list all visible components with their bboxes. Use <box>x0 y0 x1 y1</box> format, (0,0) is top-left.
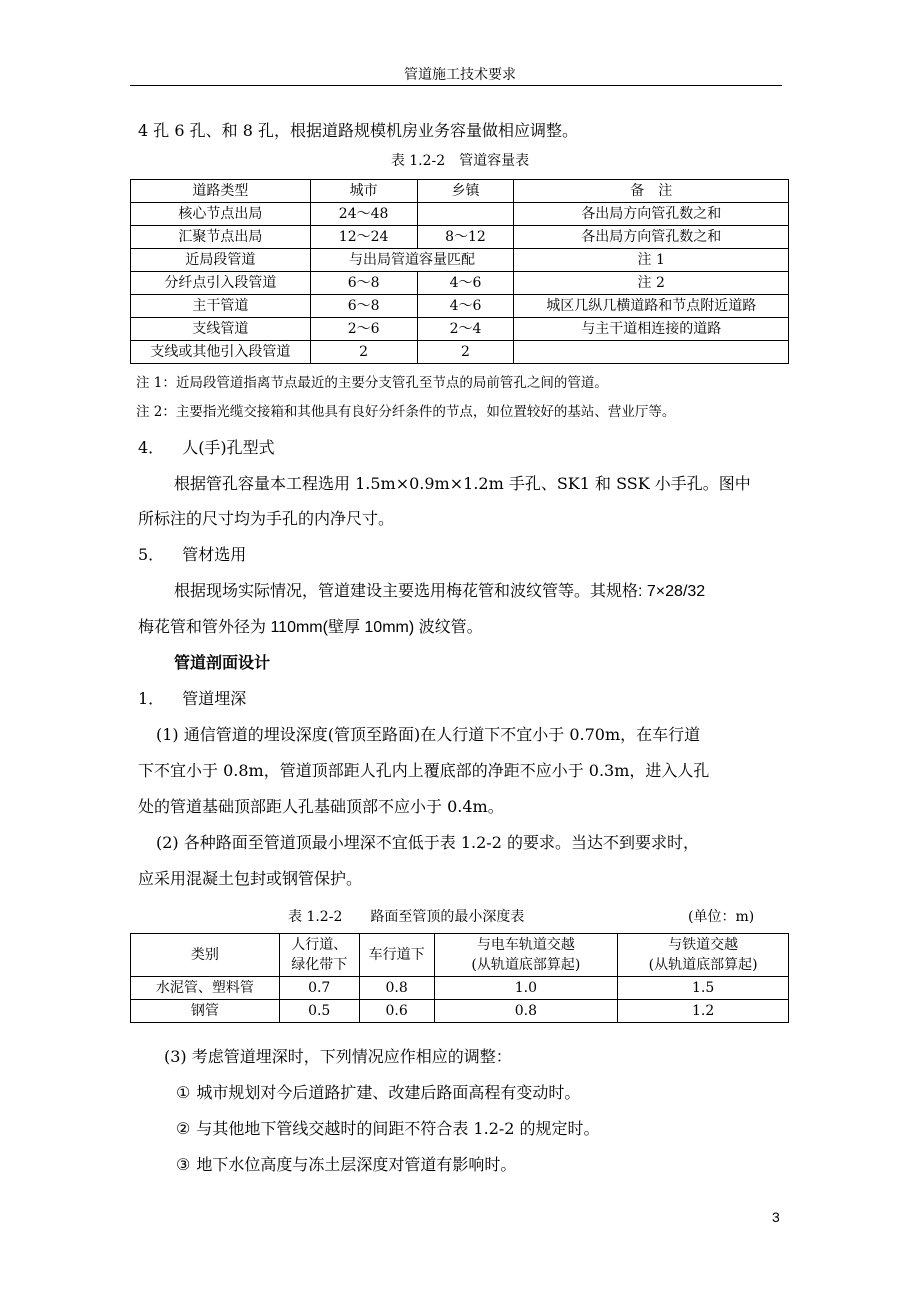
table-header-cell: 类别 <box>131 934 280 977</box>
table-cell: 12～24 <box>310 226 417 249</box>
depth-table <box>130 933 789 1023</box>
table-header-cell: 车行道下 <box>359 934 434 977</box>
table-header-cell <box>618 934 789 977</box>
table-cell: 各出局方向管孔数之和 <box>514 226 789 249</box>
table-cell: 主干管道 <box>131 295 311 318</box>
list-item <box>176 1155 822 1175</box>
table-header-row <box>131 180 789 203</box>
paragraph-2-line-2: 应采用混凝土包封或钢管保护。 <box>138 869 363 888</box>
table-cell: 与主干道相连接的道路 <box>514 318 789 341</box>
table-cell: 2 <box>310 341 417 364</box>
table-cell: 0.6 <box>359 1000 434 1023</box>
section-title: 人(手)孔型式 <box>182 438 275 457</box>
table-cell: 1.2 <box>618 1000 789 1023</box>
paragraph-2-line-1: (2) 各种路面至管道顶最小埋深不宜低于表 1.2-2 的要求。当达不到要求时， <box>156 833 699 852</box>
table-cell <box>417 203 514 226</box>
table-cell: 0.5 <box>279 1000 359 1023</box>
table-cell: 城区几纵几横道路和节点附近道路 <box>514 295 789 318</box>
table-cell: 8～12 <box>417 226 514 249</box>
section-4-line-2: 所标注的尺寸均为手孔的内净尺寸。 <box>138 509 395 528</box>
table-row <box>131 203 789 226</box>
table-cell: 6～8 <box>310 272 417 295</box>
table-row <box>131 1000 789 1023</box>
section-4-heading <box>138 438 784 458</box>
paragraph-1-line-1: (1) 通信管道的埋设深度(管顶至路面)在人行道下不宜小于 0.70m，在车行道 <box>156 725 701 744</box>
table-cell: 0.8 <box>359 977 434 1000</box>
capacity-table <box>130 179 789 364</box>
list-item <box>176 1119 822 1139</box>
table-header-row <box>131 934 789 977</box>
spec-text: 110mm(壁厚 10mm) <box>266 619 419 636</box>
table-cell: 2 <box>417 341 514 364</box>
header-line: 与电车轨道交越 <box>476 937 575 953</box>
table-row <box>131 295 789 318</box>
text-segment: 梅花管和管外径为 <box>138 617 267 636</box>
adjust-intro: (3) 考虑管道埋深时，下列情况应作相应的调整： <box>164 1047 512 1066</box>
header-line: 人行道、 <box>291 937 348 953</box>
table-cell: 汇聚节点出局 <box>131 226 311 249</box>
section-number: 4． <box>138 438 165 457</box>
list-item <box>176 1083 822 1103</box>
table-cell: 4～6 <box>417 295 514 318</box>
paragraph-1-line-3: 处的管道基础顶部距人孔基础顶部不应小于 0.4m。 <box>138 797 504 816</box>
table-header-cell: 道路类型 <box>131 180 311 203</box>
table-note-2: 注 2：主要指光缆交接箱和其他具有良好分纤条件的节点，如位置较好的基站、营业厅等。 <box>136 404 676 420</box>
section-5-line-1 <box>174 581 820 602</box>
header-line: 绿化带下 <box>291 957 348 973</box>
table-cell: 核心节点出局 <box>131 203 311 226</box>
table-cell: 0.8 <box>434 1000 618 1023</box>
list-item-text: 城市规划对今后道路扩建、改建后路面高程有变动时。 <box>196 1083 581 1102</box>
table-cell: 注 2 <box>514 272 789 295</box>
table1-caption: 表 1.2-2 管道容量表 <box>390 153 530 169</box>
table-header-cell <box>434 934 618 977</box>
list-item-text: 与其他地下管线交越时的间距不符合表 1.2-2 的规定时。 <box>196 1119 600 1138</box>
table2-unit: (单位：m) <box>688 909 755 925</box>
table-cell: 支线或其他引入段管道 <box>131 341 311 364</box>
section-title: 管材选用 <box>182 545 247 564</box>
section-number: 5． <box>138 545 165 564</box>
page-number: 3 <box>772 1209 780 1225</box>
section-5-heading <box>138 545 784 565</box>
spec-text: : 7×28/32 <box>638 583 706 600</box>
table-cell: 注 1 <box>514 249 789 272</box>
table-header-cell: 乡镇 <box>417 180 514 203</box>
table-header-cell: 备 注 <box>514 180 789 203</box>
table-cell: 2～6 <box>310 318 417 341</box>
table-row <box>131 318 789 341</box>
section-4-line-1: 根据管孔容量本工程选用 1.5m×0.9m×1.2m 手孔、SK1 和 SSK 小手孔。图中 <box>174 474 751 493</box>
header-line: (从轨道底部算起) <box>471 957 581 973</box>
circled-number: ② <box>176 1119 191 1138</box>
table-cell: 24～48 <box>310 203 417 226</box>
table-header-cell <box>279 934 359 977</box>
table-row <box>131 272 789 295</box>
circled-number: ③ <box>176 1155 191 1174</box>
table2-caption: 表 1.2-2 路面至管顶的最小深度表 <box>288 909 525 925</box>
table-cell: 2～4 <box>417 318 514 341</box>
table-cell: 6～8 <box>310 295 417 318</box>
table-cell: 4～6 <box>417 272 514 295</box>
text-segment: 波纹管。 <box>418 617 483 636</box>
table-cell: 1.5 <box>618 977 789 1000</box>
list-item-text: 地下水位高度与冻土层深度对管道有影响时。 <box>196 1155 517 1174</box>
table-row <box>131 249 789 272</box>
table-row <box>131 226 789 249</box>
text-segment: 根据现场实际情况，管道建设主要选用梅花管和波纹管等。其规格 <box>174 581 639 600</box>
table-cell: 钢管 <box>131 1000 280 1023</box>
table-cell: 近局段管道 <box>131 249 311 272</box>
table-cell: 支线管道 <box>131 318 311 341</box>
table-cell: 水泥管、塑料管 <box>131 977 280 1000</box>
page-header-title: 管道施工技术要求 <box>404 67 516 83</box>
section-number: 1． <box>138 689 165 708</box>
table-cell <box>514 341 789 364</box>
section-title: 管道埋深 <box>182 689 247 708</box>
header-line: 与铁道交越 <box>668 937 739 953</box>
table-row <box>131 977 789 1000</box>
intro-line: 4 孔 6 孔、和 8 孔，根据道路规模机房业务容量做相应调整。 <box>138 121 578 140</box>
paragraph-1-line-2: 下不宜小于 0.8m，管道顶部距人孔内上覆底部的净距不应小于 0.3m，进入人孔 <box>138 761 710 780</box>
table-cell: 0.7 <box>279 977 359 1000</box>
table-header-cell: 城市 <box>310 180 417 203</box>
header-line: (从轨道底部算起) <box>648 957 758 973</box>
table-cell: 1.0 <box>434 977 618 1000</box>
table-cell: 各出局方向管孔数之和 <box>514 203 789 226</box>
section-1-heading <box>138 689 784 709</box>
circled-number: ① <box>176 1083 191 1102</box>
header-divider <box>130 85 782 86</box>
section-5-line-2 <box>138 617 784 638</box>
table-note-1: 注 1：近局段管道指离节点最近的主要分支管孔至节点的局前管孔之间的管道。 <box>136 375 608 391</box>
table-row <box>131 341 789 364</box>
table-cell: 与出局管道容量匹配 <box>310 249 514 272</box>
section-heading: 管道剖面设计 <box>174 653 271 672</box>
table-cell: 分纤点引入段管道 <box>131 272 311 295</box>
